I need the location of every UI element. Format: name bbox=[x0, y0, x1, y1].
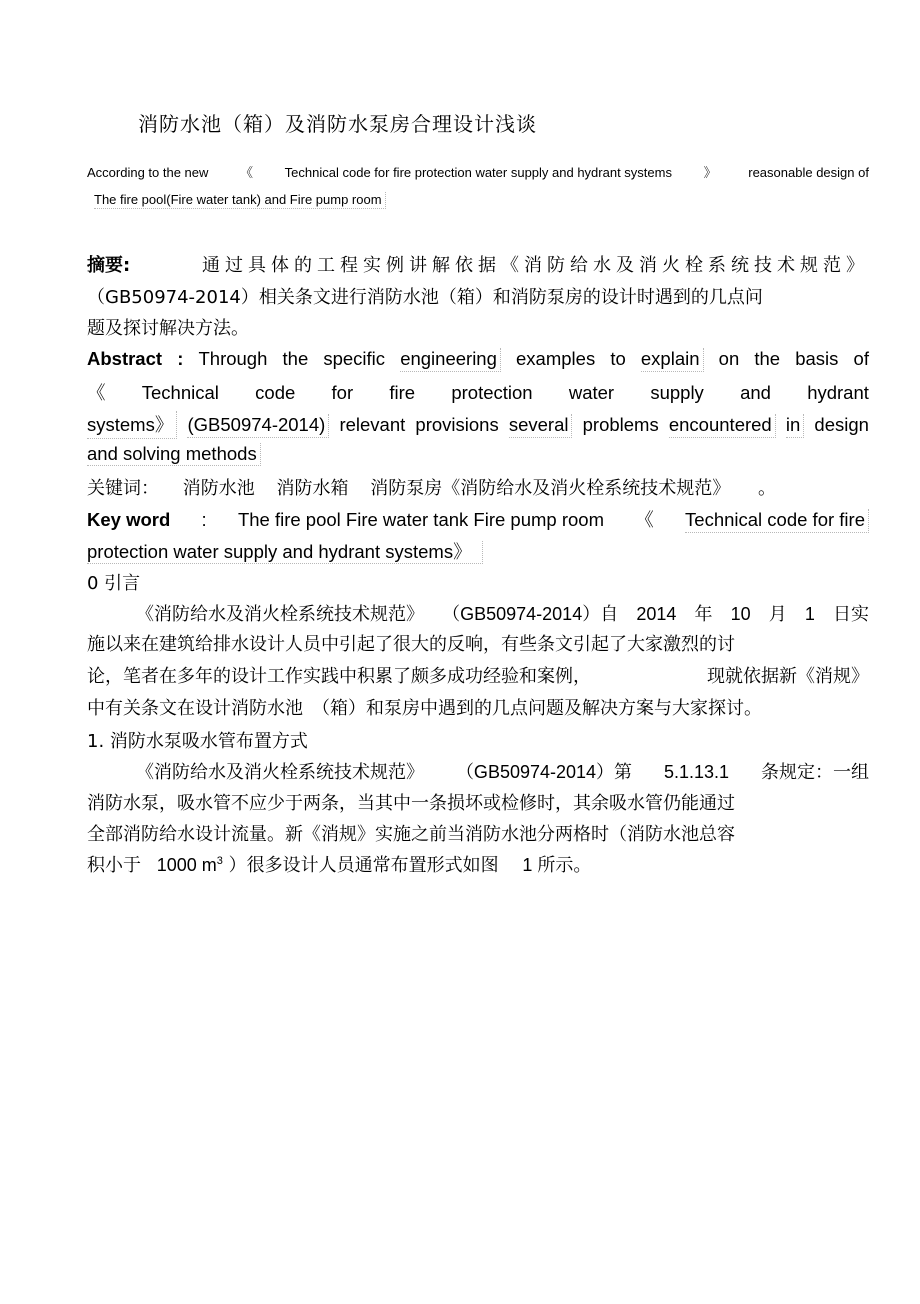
subtitle-text-tail: reasonable design of bbox=[748, 165, 869, 180]
subtitle-line-2-text: The fire pool(Fire water tank) and Fire pump room bbox=[94, 192, 386, 209]
text-run: 《消防给水及消火栓系统技术规范》 bbox=[136, 762, 424, 783]
en-abstract-line-3 bbox=[87, 411, 869, 439]
word: to bbox=[610, 348, 626, 369]
word: water bbox=[568, 382, 615, 403]
word: of bbox=[853, 348, 869, 369]
text-run: 1 bbox=[804, 604, 815, 624]
en-keywords-text: The fire pool Fire water tank Fire pump room bbox=[237, 509, 604, 530]
keyword: 消防泵房《消防给水及消火栓系统技术规范》 bbox=[370, 478, 731, 499]
area-unit bbox=[157, 855, 223, 875]
text-run: 积小于 bbox=[87, 855, 141, 876]
en-keywords-line-2 bbox=[87, 538, 483, 564]
en-keywords-line-2-text: protection water supply and hydrant systems》 bbox=[87, 541, 483, 564]
en-abstract-tail: and solving methods bbox=[87, 443, 261, 466]
word: systems》 bbox=[87, 411, 177, 439]
keyword: 消防水池 bbox=[182, 478, 255, 499]
word: design bbox=[814, 414, 869, 435]
text-run: 论，笔者在多年的设计工作实践中积累了颇多成功经验和案例， bbox=[87, 666, 591, 687]
section-0-p1-line-2: 施以来在建筑给排水设计人员中引起了很大的反响，有些条文引起了大家激烈的讨 bbox=[87, 634, 735, 655]
word: the bbox=[754, 348, 781, 369]
subtitle-bracket-close: 》 bbox=[703, 165, 717, 180]
en-keywords-bracket: 《 bbox=[635, 509, 654, 530]
text-run: ）很多设计人员通常布置形式如图 bbox=[228, 855, 499, 876]
en-abstract-line-4 bbox=[87, 443, 261, 465]
word: the bbox=[282, 348, 309, 369]
section-0-p1-line-4: 中有关条文在设计消防水池 （箱）和泵房中遇到的几点问题及解决方案与大家探讨。 bbox=[87, 698, 762, 719]
zh-abstract-line-1 bbox=[87, 251, 869, 277]
word: hydrant bbox=[807, 382, 869, 403]
en-abstract-line-2 bbox=[87, 379, 869, 405]
word: on bbox=[718, 348, 740, 369]
word: and bbox=[740, 382, 771, 403]
text-run: （GB50974-2014）第 bbox=[455, 762, 633, 782]
zh-abstract-line-3: 题及探讨解决方法。 bbox=[87, 318, 249, 339]
word: provisions bbox=[415, 414, 499, 435]
word: encountered bbox=[669, 414, 776, 438]
section-1-p1-line-2: 消防水泵，吸水管不应少于两条，当其中一条损坏或检修时，其余吸水管仍能通过 bbox=[87, 793, 735, 814]
word: explain bbox=[641, 348, 704, 372]
section-0-p1-line-1 bbox=[136, 600, 869, 626]
word: problems bbox=[582, 414, 659, 435]
word: in bbox=[786, 414, 804, 438]
word: supply bbox=[650, 382, 704, 403]
en-keywords-colon: : bbox=[201, 509, 207, 530]
text-run: 《消防给水及消火栓系统技术规范》 bbox=[136, 604, 424, 625]
text-run: 年 bbox=[694, 604, 713, 625]
word: Technical bbox=[141, 382, 219, 403]
word: protection bbox=[451, 382, 533, 403]
zh-keywords-label: 关键词： bbox=[87, 478, 159, 499]
text-run: （GB50974-2014）自 bbox=[442, 604, 619, 624]
section-0-p1-line-3 bbox=[87, 662, 869, 688]
text-run: 条规定：一组 bbox=[760, 762, 869, 783]
superscript: 3 bbox=[216, 855, 223, 867]
en-keywords-line-1 bbox=[87, 506, 869, 533]
text-run: 5.1.13.1 bbox=[663, 762, 730, 782]
en-keywords-label: Key word bbox=[87, 509, 171, 530]
keyword: 消防水箱 bbox=[276, 478, 349, 499]
word: 《 bbox=[87, 382, 106, 403]
english-subtitle-line-1 bbox=[87, 162, 869, 181]
zh-abstract-label: 摘要: bbox=[87, 255, 131, 276]
section-1-p1-line-3: 全部消防给水设计流量。新《消规》实施之前当消防水池分两格时（消防水池总容 bbox=[87, 824, 735, 845]
subtitle-text: According to the new bbox=[87, 165, 209, 180]
zh-abstract-text: 通过具体的工程实例讲解依据《消防给水及消火栓系统技术规范》 bbox=[202, 255, 869, 276]
section-0-heading: 0 引言 bbox=[87, 573, 141, 594]
section-1-p1-line-4 bbox=[87, 851, 591, 877]
en-abstract-colon: : bbox=[177, 348, 184, 369]
word: basis bbox=[795, 348, 839, 369]
zh-keywords bbox=[87, 474, 776, 500]
figure-reference: 1 所示。 bbox=[522, 855, 592, 875]
text-run: 现就依据新《消规》 bbox=[707, 666, 869, 687]
section-1-heading: 1. 消防水泵吸水管布置方式 bbox=[87, 731, 308, 752]
section-1-p1-line-1 bbox=[136, 758, 869, 784]
area-value: 1000 m bbox=[156, 855, 217, 875]
subtitle-code-name: Technical code for fire protection water supply and hydrant systems bbox=[284, 165, 672, 180]
en-keywords-text-tail: Technical code for fire bbox=[685, 509, 869, 533]
keyword-end: 。 bbox=[757, 478, 776, 499]
word: code bbox=[255, 382, 296, 403]
word: for bbox=[331, 382, 354, 403]
en-abstract-line-1 bbox=[87, 348, 869, 372]
en-abstract-label: Abstract bbox=[87, 348, 163, 369]
text-run: 月 bbox=[768, 604, 787, 625]
word: examples bbox=[516, 348, 596, 369]
text-run: 10 bbox=[730, 604, 751, 624]
word: specific bbox=[323, 348, 386, 369]
word: relevant bbox=[339, 414, 406, 435]
document-title: 消防水池（箱）及消防水泵房合理设计浅谈 bbox=[138, 112, 537, 136]
word: several bbox=[509, 414, 573, 438]
english-subtitle-line-2 bbox=[94, 192, 386, 207]
text-run: 日实 bbox=[832, 604, 869, 625]
word: Through bbox=[198, 348, 268, 369]
word: engineering bbox=[400, 348, 501, 372]
word: (GB50974-2014) bbox=[187, 414, 329, 438]
word: fire bbox=[389, 382, 416, 403]
zh-abstract-line-2: （GB50974-2014）相关条文进行消防水池（箱）和消防泵房的设计时遇到的几点问 bbox=[87, 287, 763, 308]
text-run: 2014 bbox=[636, 604, 677, 624]
subtitle-bracket-open: 《 bbox=[240, 165, 254, 180]
